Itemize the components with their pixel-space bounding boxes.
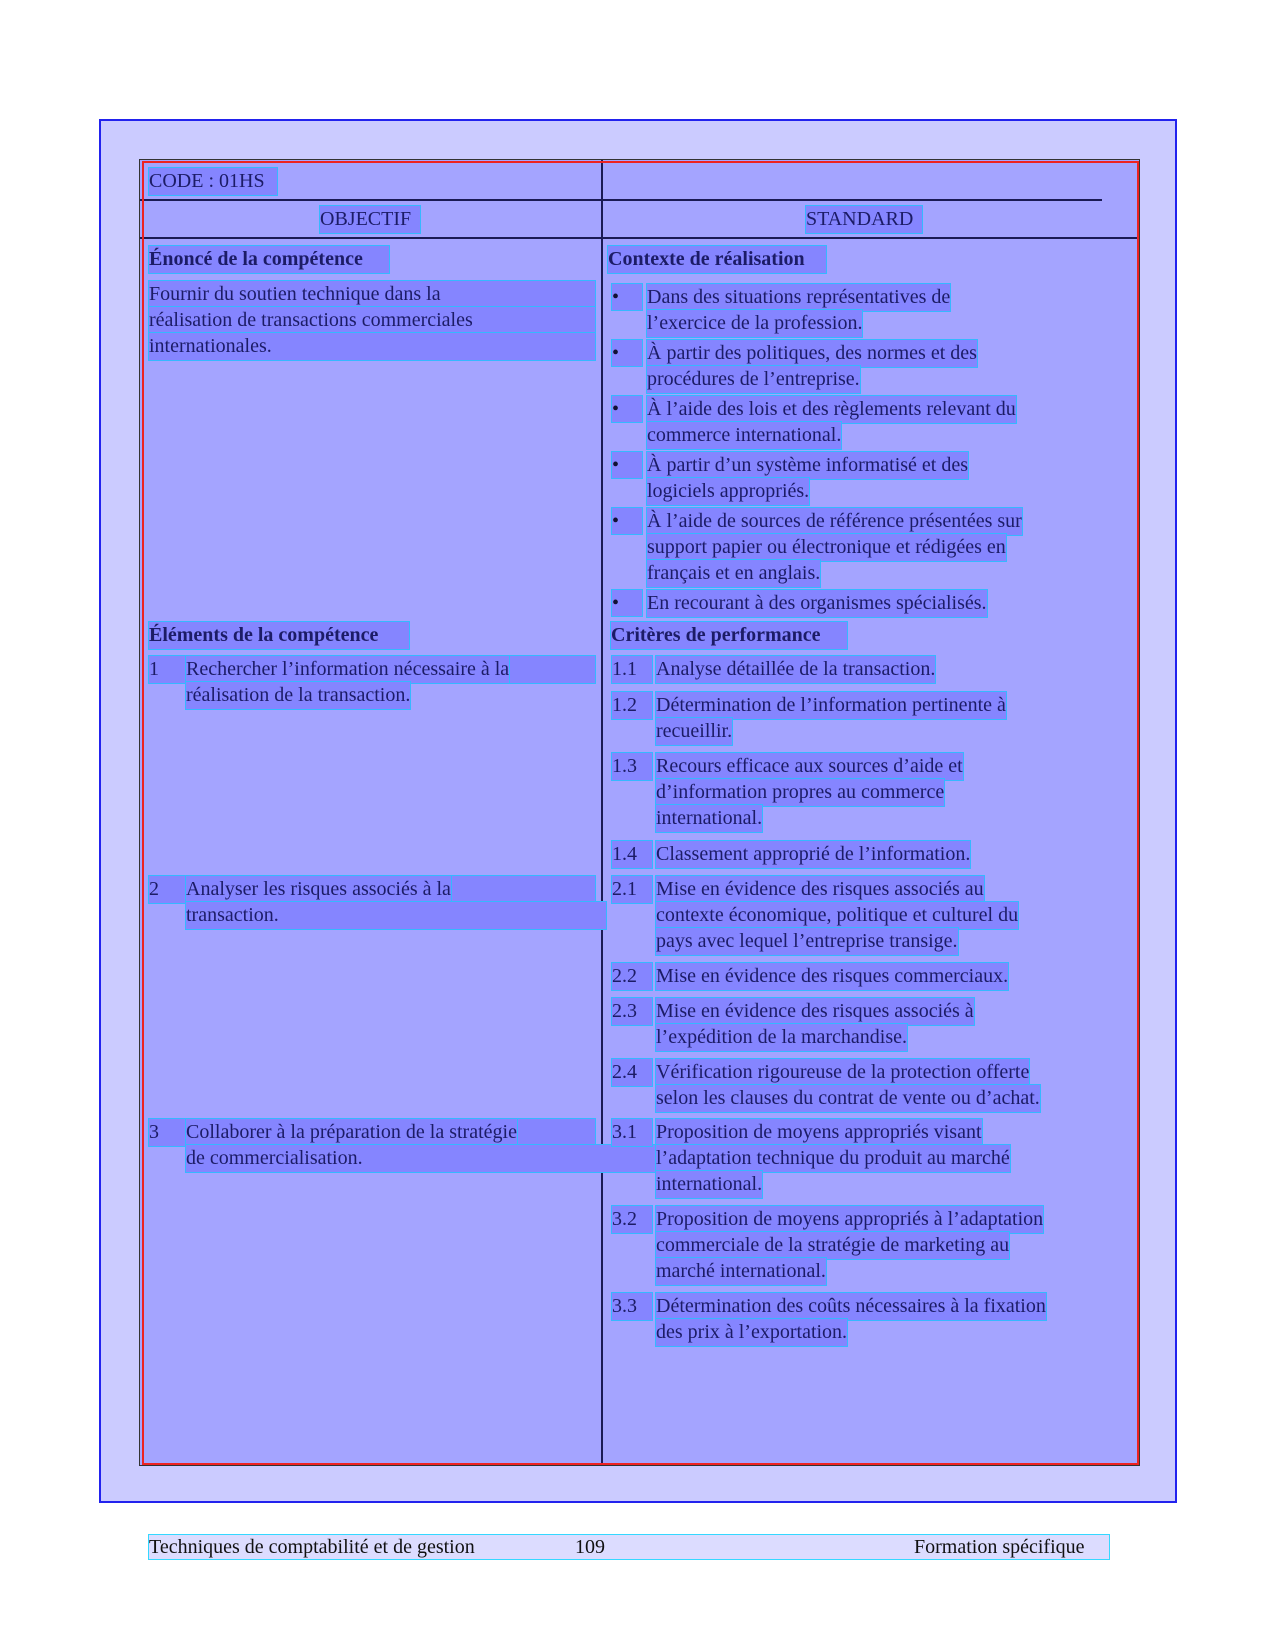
enonce-line: réalisation de transactions commerciales (149, 307, 595, 334)
element-number: 3 (149, 1119, 595, 1146)
critere-line: Recours efficace aux sources d’aide et (656, 753, 963, 780)
critere-line: Vérification rigoureuse de la protection offerte (656, 1059, 1029, 1086)
contexte-line: français et en anglais. (647, 560, 820, 587)
contexte-line: Dans des situations représentatives de (647, 284, 950, 311)
footer-program: Techniques de comptabilité et de gestion (149, 1536, 475, 1558)
critere-line: Mise en évidence des risques associés au (656, 876, 984, 903)
critere-number: 1.2 (612, 692, 652, 719)
competency-code: CODE : 01HS (149, 168, 277, 195)
critere-line: recueillir. (656, 718, 732, 745)
critere-number: 1.4 (612, 841, 652, 868)
element-line: Analyser les risques associés à la (186, 876, 451, 903)
element-line: Collaborer à la préparation de la stratégie (186, 1119, 517, 1146)
enonce-title: Énoncé de la compétence (149, 246, 389, 273)
row-divider-header (140, 237, 1139, 239)
contexte-line: l’exercice de la profession. (647, 310, 862, 337)
critere-number: 2.1 (612, 876, 652, 903)
contexte-line: À partir des politiques, des normes et des (647, 340, 977, 367)
contexte-line: logiciels appropriés. (647, 478, 809, 505)
critere-line: Proposition de moyens appropriés visant (656, 1119, 982, 1146)
element-line: Rechercher l’information nécessaire à la (186, 656, 509, 683)
critere-line: international. (656, 1171, 762, 1198)
critere-line: Détermination des coûts nécessaires à la fixation (656, 1293, 1046, 1320)
critere-line: Proposition de moyens appropriés à l’adaptation (656, 1206, 1043, 1233)
critere-number: 1.1 (612, 656, 652, 683)
critere-number: 1.3 (612, 753, 652, 780)
criteres-title: Critères de performance (611, 622, 847, 649)
critere-line: l’adaptation technique du produit au marché (656, 1145, 1010, 1172)
row-divider-code (140, 199, 1102, 201)
critere-number: 2.2 (612, 963, 652, 990)
contexte-line: À partir d’un système informatisé et des (647, 452, 968, 479)
critere-number: 3.2 (612, 1206, 652, 1233)
footer-section: Formation spécifique (914, 1536, 1085, 1558)
header-objectif: OBJECTIF (320, 206, 420, 233)
element-line: réalisation de la transaction. (186, 682, 410, 709)
contexte-line: commerce international. (647, 422, 841, 449)
contexte-line: À l’aide des lois et des règlements relevant du (647, 396, 1016, 423)
critere-line: pays avec lequel l’entreprise transige. (656, 928, 958, 955)
contexte-line: En recourant à des organismes spécialisés. (647, 590, 987, 617)
critere-line: marché international. (656, 1258, 826, 1285)
critere-line: d’information propres au commerce (656, 779, 944, 806)
header-standard: STANDARD (806, 206, 922, 233)
column-divider (601, 160, 603, 1465)
critere-number: 2.3 (612, 998, 652, 1025)
critere-number: 2.4 (612, 1059, 652, 1086)
contexte-line: support papier ou électronique et rédigées en (647, 534, 1006, 561)
critere-line: Détermination de l’information pertinente à (656, 692, 1006, 719)
critere-line: selon les clauses du contrat de vente ou d’achat. (656, 1085, 1040, 1112)
critere-line: Classement approprié de l’information. (656, 841, 970, 868)
critere-line: des prix à l’exportation. (656, 1319, 847, 1346)
bullet-icon: • (612, 590, 642, 616)
critere-line: Analyse détaillée de la transaction. (656, 656, 935, 683)
elements-title: Éléments de la compétence (149, 622, 409, 649)
element-number: 2 (149, 876, 595, 903)
critere-line: Mise en évidence des risques associés à (656, 998, 974, 1025)
element-line: de commercialisation. (186, 1145, 656, 1172)
critere-number: 3.1 (612, 1119, 652, 1146)
contexte-line: procédures de l’entreprise. (647, 366, 860, 393)
contexte-line: À l’aide de sources de référence présentées sur (647, 508, 1022, 535)
contexte-title: Contexte de réalisation (608, 246, 826, 273)
element-number: 1 (149, 656, 595, 683)
enonce-line: Fournir du soutien technique dans la (149, 281, 595, 308)
enonce-line: internationales. (149, 333, 595, 360)
critere-line: international. (656, 805, 762, 832)
critere-line: contexte économique, politique et culturel du (656, 902, 1018, 929)
critere-number: 3.3 (612, 1293, 652, 1320)
bullet-icon: • (612, 452, 642, 478)
critere-line: commerciale de la stratégie de marketing au (656, 1232, 1009, 1259)
critere-line: l’expédition de la marchandise. (656, 1024, 907, 1051)
critere-line: Mise en évidence des risques commerciaux. (656, 963, 1008, 990)
bullet-icon: • (612, 508, 642, 534)
element-line: transaction. (186, 902, 606, 929)
bullet-icon: • (612, 284, 642, 310)
bullet-icon: • (612, 340, 642, 366)
bullet-icon: • (612, 396, 642, 422)
footer-page-number: 109 (575, 1536, 605, 1558)
